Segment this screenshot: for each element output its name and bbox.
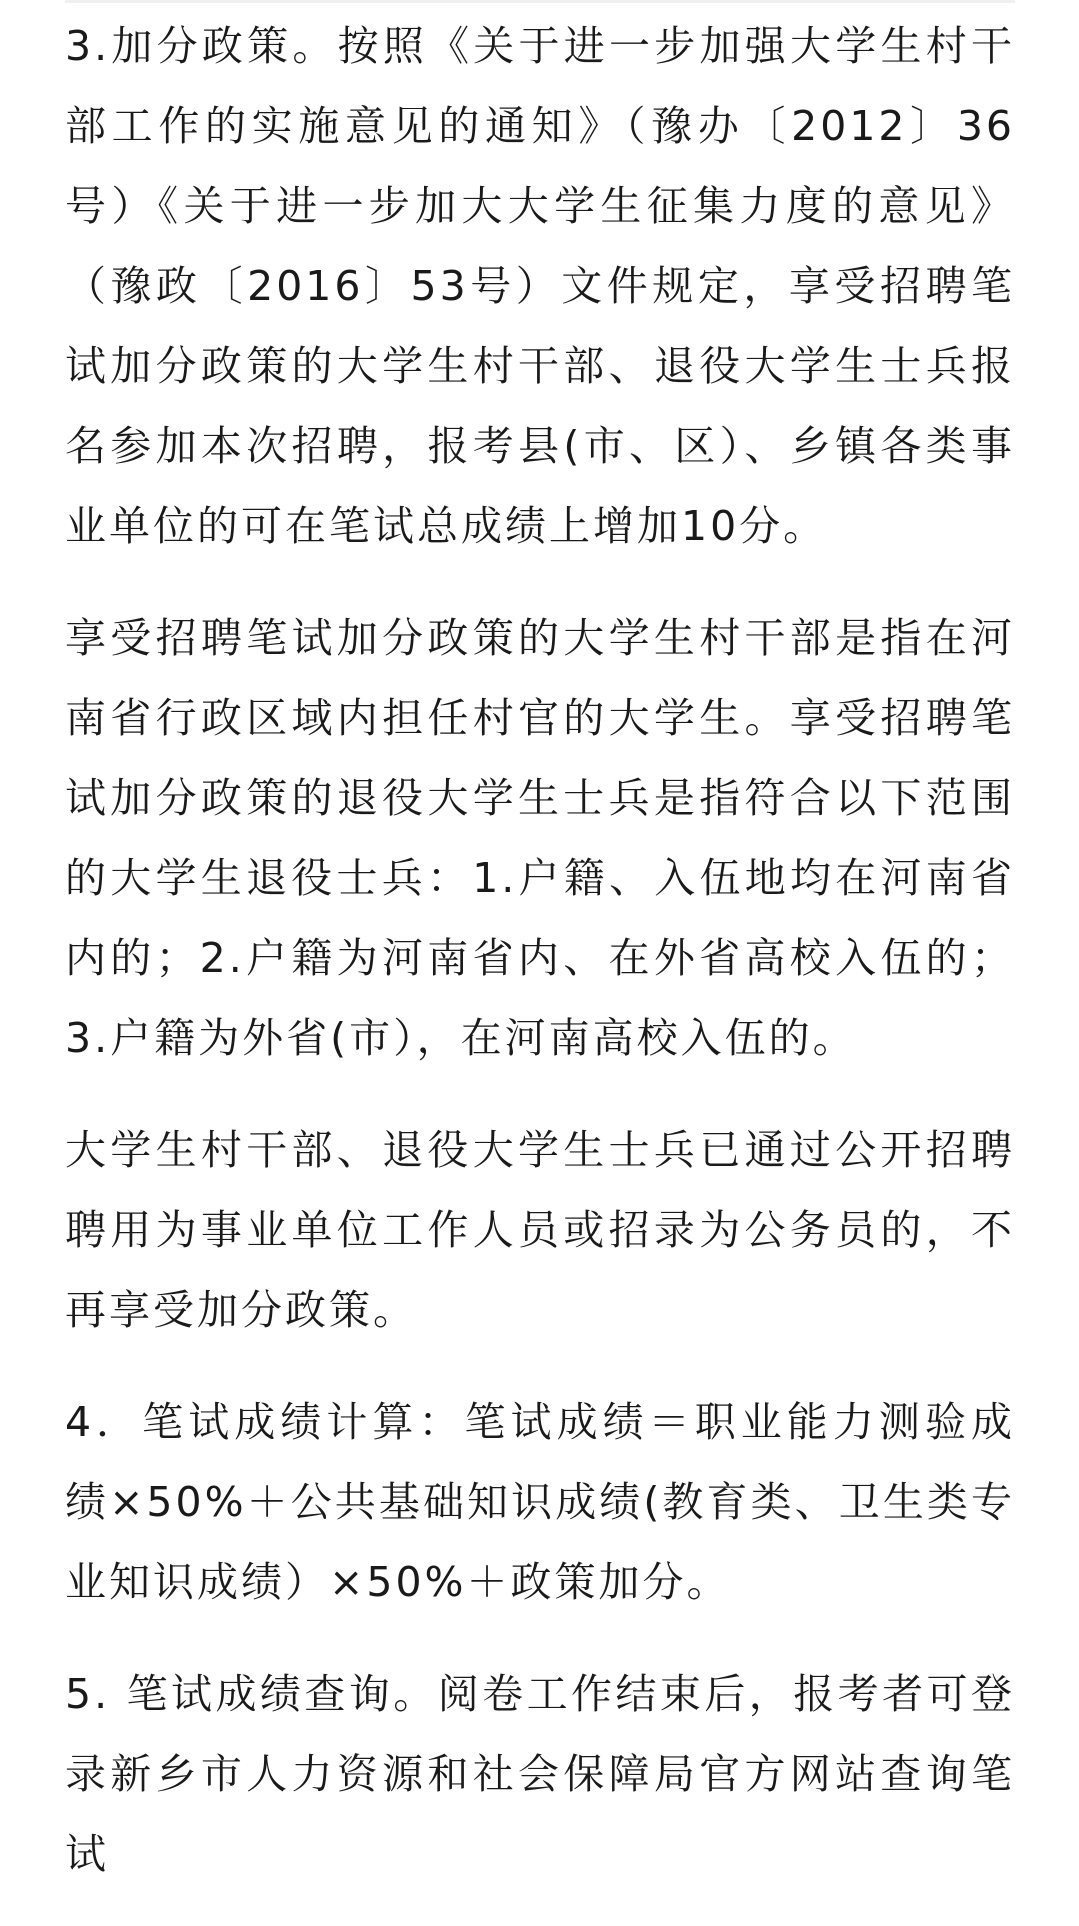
paragraph-score-calculation: 4．笔试成绩计算：笔试成绩＝职业能力测验成绩×50%＋公共基础知识成绩(教育类、卫生类专业知识成绩）×50%＋政策加分。 — [65, 1398, 1015, 1606]
article-body — [65, 6, 1015, 1926]
paragraph-eligibility: 享受招聘笔试加分政策的大学生村干部是指在河南省行政区域内担任村官的大学生。享受招聘笔试加分政策的退役大学生士兵是指符合以下范围的大学生退役士兵：1.户籍、入伍地均在河南省内的；2.户籍为河南省内、在外省高校入伍的；3.户籍为外省(市），在河南高校入伍的。 — [65, 614, 1015, 1062]
paragraph-exclusion: 大学生村干部、退役大学生士兵已通过公开招聘聘用为事业单位工作人员或招录为公务员的，不再享受加分政策。 — [65, 1126, 1015, 1334]
top-divider — [65, 0, 1015, 3]
paragraph-bonus-policy: 3.加分政策。按照《关于进一步加强大学生村干部工作的实施意见的通知》（豫办〔2012〕36号）《关于进一步加大大学生征集力度的意见》（豫政〔2016〕53号）文件规定，享受招聘笔试加分政策的大学生村干部、退役大学生士兵报名参加本次招聘，报考县(市、区）、乡镇各类事业单位的可在笔试总成绩上增加10分。 — [65, 22, 1015, 550]
paragraph-score-query: 5. 笔试成绩查询。阅卷工作结束后，报考者可登录新乡市人力资源和社会保障局官方网站查询笔试 — [65, 1670, 1015, 1878]
